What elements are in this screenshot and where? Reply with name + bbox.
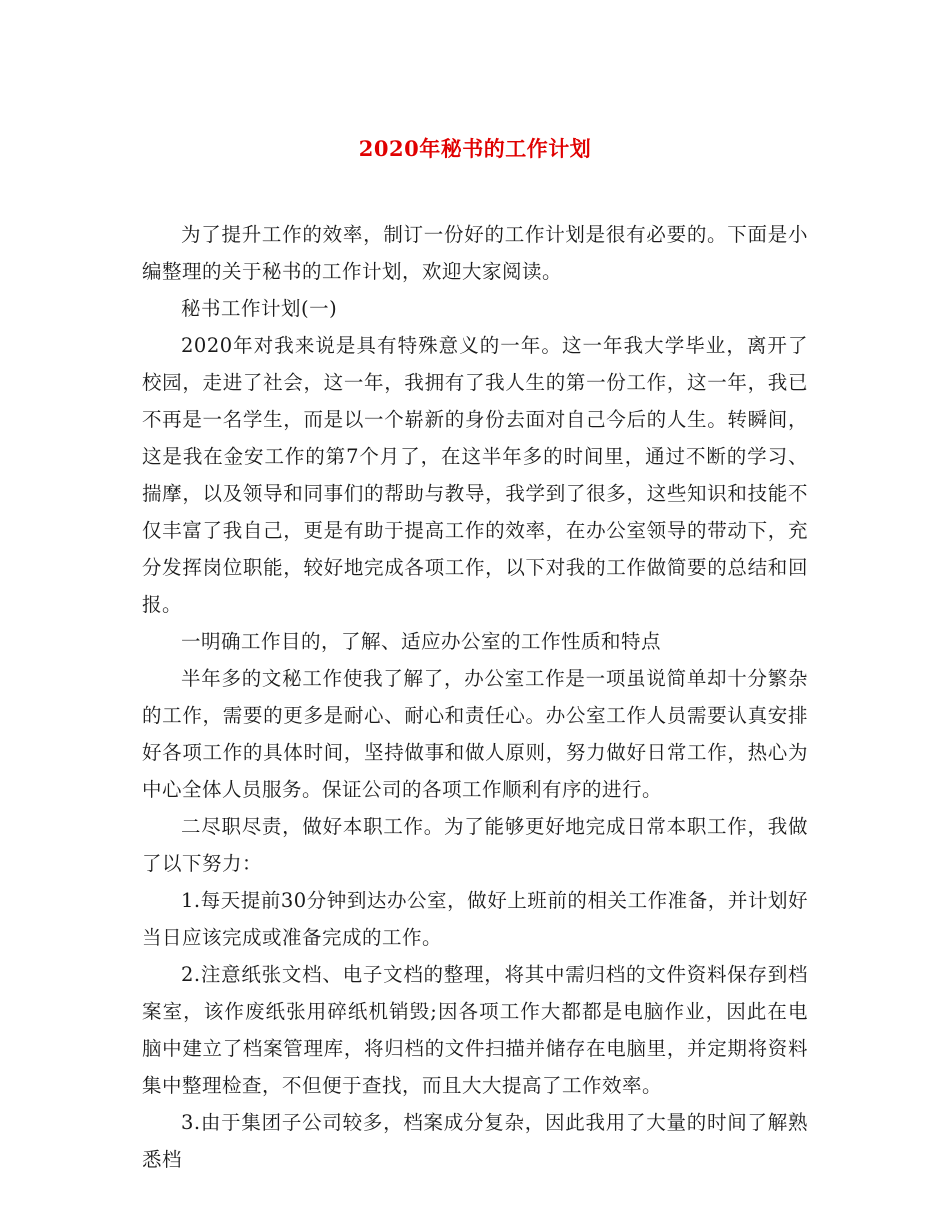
- document-title: 2020年秘书的工作计划: [358, 136, 592, 161]
- list-item-2: 2.注意纸张文档、电子文档的整理，将其中需归档的文件资料保存到档案室，该作废纸张用碎纸机销毁;因各项工作大都都是电脑作业，因此在电脑中建立了档案管理库，将归档的文件扫描并储存在电脑里，并定期将资料集中整理检查，不但便于查找，而且大大提高了工作效率。: [142, 963, 808, 1097]
- paragraph-summary: 2020年对我来说是具有特殊意义的一年。这一年我大学毕业，离开了校园，走进了社会，这一年，我拥有了我人生的第一份工作，这一年，我已不再是一名学生，而是以一个崭新的身份去面对自己今后的人生。转瞬间，这是我在金安工作的第7个月了，在这半年多的时间里，通过不断的学习、揣摩，以及领导和同事们的帮助与教导，我学到了很多，这些知识和技能不仅丰富了我自己，更是有助于提高工作的效率，在办公室领导的带动下，充分发挥岗位职能，较好地完成各项工作，以下对我的工作做简要的总结和回报。: [142, 334, 808, 616]
- paragraph-office-work: 半年多的文秘工作使我了解了，办公室工作是一项虽说简单却十分繁杂的工作，需要的更多是耐心、耐心和责任心。办公室工作人员需要认真安排好各项工作的具体时间，坚持做事和做人原则，努力做好日常工作，热心为中心全体人员服务。保证公司的各项工作顺利有序的进行。: [142, 667, 808, 801]
- section-heading-plan-1: 秘书工作计划(一): [181, 297, 338, 320]
- section-heading-duty: 二尽职尽责，做好本职工作。为了能够更好地完成日常本职工作，我做了以下努力：: [142, 815, 808, 875]
- document-body: [142, 216, 808, 1178]
- list-item-1: 1.每天提前30分钟到达办公室，做好上班前的相关工作准备，并计划好当日应该完成或准备完成的工作。: [142, 889, 808, 949]
- section-heading-goal: 一明确工作目的，了解、适应办公室的工作性质和特点: [181, 630, 662, 653]
- list-item-3: 3.由于集团子公司较多，档案成分复杂，因此我用了大量的时间了解熟悉档: [142, 1111, 808, 1171]
- paragraph-intro: 为了提升工作的效率，制订一份好的工作计划是很有必要的。下面是小编整理的关于秘书的工作计划，欢迎大家阅读。: [142, 223, 808, 283]
